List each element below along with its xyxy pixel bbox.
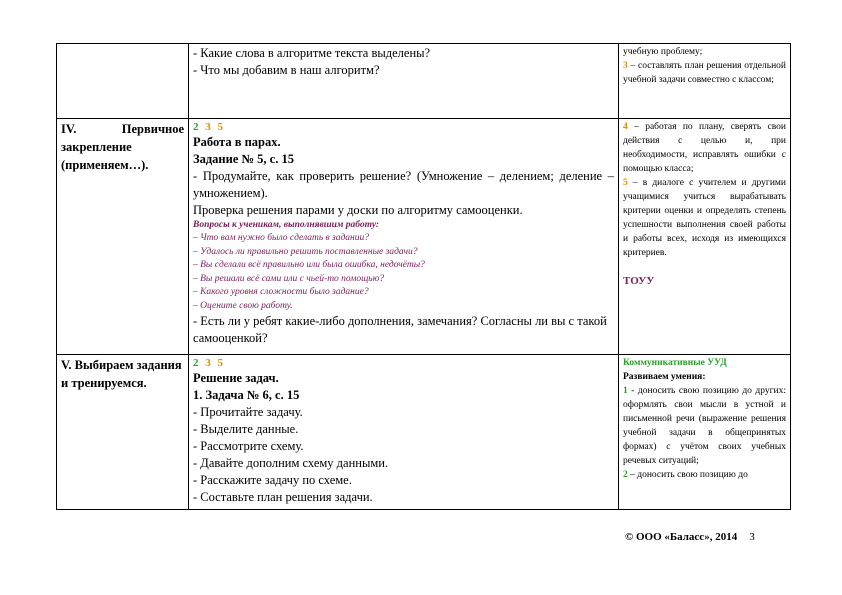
activity-line: - Давайте дополним схему данными. — [193, 456, 389, 470]
question-line: – Оцените свою работу. — [193, 300, 293, 311]
uud-text: – работая по плану, сверять свои действия с целью и, при необходимости, исправлять ошибки с помощью класса; — [623, 122, 786, 174]
uud-category: Коммуникативные УУД — [623, 358, 727, 368]
activity-line: - Составьте план решения задачи. — [193, 490, 373, 504]
table-row — [57, 355, 791, 510]
activity-line: - Рассмотрите схему. — [193, 439, 304, 453]
uud-line: учебную проблему; — [623, 47, 703, 57]
uud-text: - доносить свою позицию до других: оформлять свои мысли в устной и письменной речи (выражение решения учебной задачи в общепринятых формах) с учётом своих учебных речевых ситуаций; — [623, 386, 786, 466]
uud-line — [623, 468, 786, 482]
table-row — [57, 44, 791, 119]
uud-cell — [619, 119, 791, 355]
activity-title: Работа в парах. — [193, 135, 281, 149]
question-line: – Вы сделали всё правильно или была ошибка, недочёты? — [193, 260, 425, 270]
level-number: 5 — [217, 121, 225, 133]
activity-line: - Есть ли у ребят какие-либо дополнения, замечания? Согласны ли вы с такой самооценкой? — [193, 314, 607, 345]
table-row — [57, 119, 791, 355]
stage-cell — [57, 119, 189, 355]
copyright: © ООО «Баласс», 2014 — [625, 531, 738, 543]
uud-text: – в диалоге с учителем и другими учащимися учиться вырабатывать критерии оценки и определять степень успешности выполнения своей работы и работы всех, исходя из имеющихся критериев. — [623, 178, 786, 258]
activity-line: - Какие слова в алгоритме текста выделены? — [193, 46, 431, 60]
level-number: 5 — [217, 357, 225, 369]
page-footer — [625, 531, 755, 543]
level-numbers — [193, 120, 614, 134]
task-title: 1. Задача № 6, с. 15 — [193, 388, 300, 402]
activity-line: - Прочитайте задачу. — [193, 405, 303, 419]
activity-line: - Выделите данные. — [193, 422, 299, 436]
question-line: – Удалось ли правильно решить поставленные задачи? — [193, 246, 418, 257]
level-number: 3 — [205, 357, 213, 369]
level-number: 2 — [193, 121, 201, 133]
uud-subheading: Развиваем умения: — [623, 372, 706, 382]
level-number: 4 — [623, 122, 628, 132]
activity-title: Решение задач. — [193, 371, 279, 385]
stage-cell — [57, 44, 189, 119]
activity-line: - Расскажите задачу по схеме. — [193, 473, 352, 487]
activity-cell — [189, 44, 619, 119]
page-number: 3 — [749, 531, 755, 543]
question-line: – Какого уровня сложности было задание? — [193, 287, 369, 297]
uud-text: – доносить свою позицию до — [627, 470, 748, 480]
task-title: Задание № 5, с. 15 — [193, 152, 294, 166]
activity-line: Проверка решения парами у доски по алгоритму самооценки. — [193, 203, 523, 217]
activity-line: - Продумайте, как проверить решение? (Умножение – делением; деление – умножением). — [193, 169, 614, 200]
activity-line: - Что мы добавим в наш алгоритм? — [193, 63, 380, 77]
stage-title: IV. Первичное закрепление (применяем…). — [61, 122, 184, 172]
activity-cell — [189, 119, 619, 355]
uud-line — [623, 59, 786, 87]
activity-cell — [189, 355, 619, 510]
level-number: 5 — [623, 178, 628, 188]
question-line: – Вы решали всё сами или с чьей-то помощью? — [193, 273, 385, 284]
level-number: 2 — [623, 470, 628, 480]
uud-cell — [619, 355, 791, 510]
uud-text: – составлять план решения отдельной учебной задачи совместно с классом; — [623, 61, 786, 85]
stage-title: V. Выбираем задания и тренируемся. — [61, 358, 182, 390]
lesson-table — [56, 43, 791, 510]
uud-category: ТОУУ — [623, 275, 655, 287]
level-number: 2 — [193, 357, 201, 369]
level-number: 1 — [623, 386, 628, 396]
level-number: 3 — [623, 61, 628, 71]
uud-line — [623, 120, 786, 176]
questions-heading: Вопросы к ученикам, выполнявшим работу: — [193, 220, 380, 230]
uud-cell — [619, 44, 791, 119]
level-number: 3 — [205, 121, 213, 133]
uud-line — [623, 176, 786, 260]
question-line: – Что вам нужно было сделать в задании? — [193, 233, 370, 243]
uud-line — [623, 384, 786, 468]
level-numbers — [193, 356, 614, 370]
stage-cell — [57, 355, 189, 510]
